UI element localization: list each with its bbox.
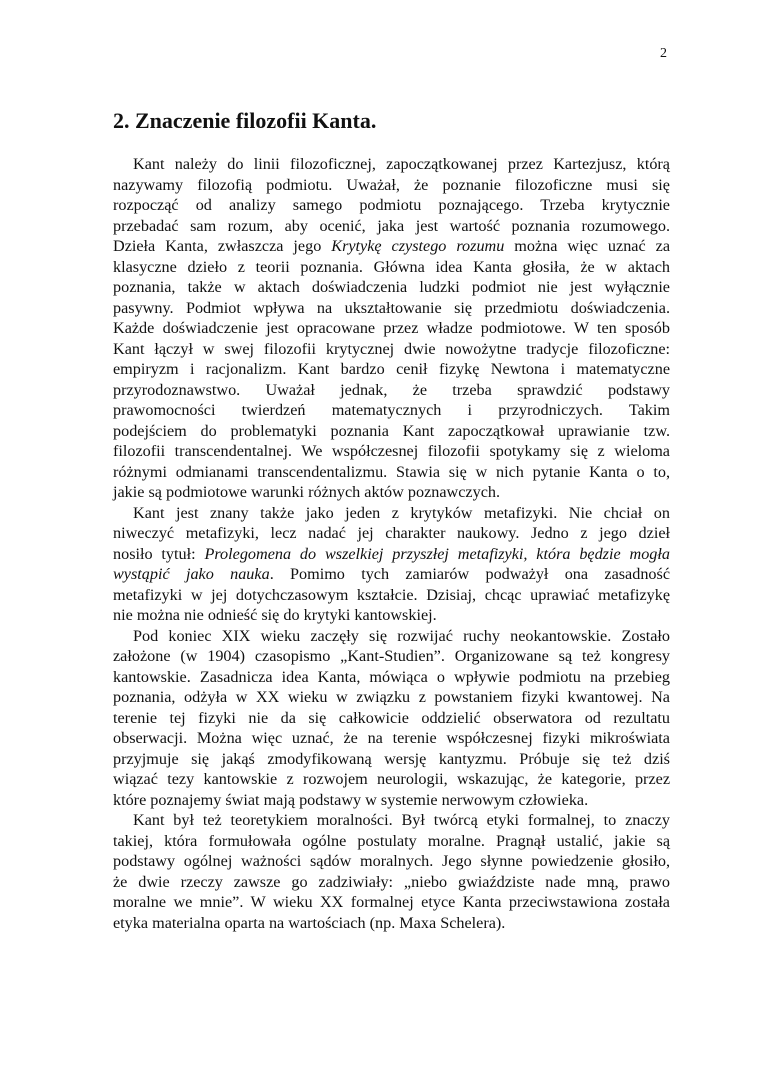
text-line xyxy=(113,318,670,339)
text-run: nazywamy filozofią podmiotu. Uważał, że poznanie filozoficzne musi się xyxy=(113,175,670,194)
text-run: niweczyć metafizyki, lecz nadać jej charakter naukowy. Jedno z jego dzieł xyxy=(113,524,670,542)
text-line xyxy=(113,667,670,688)
text-line xyxy=(113,851,670,872)
text-run: obserwacji. Można więc uznać, że na terenie współczesnej fizyki mikroświata xyxy=(113,729,670,747)
text-run: Kant jest znany także jako jeden z krytyków metafizyki. Nie chciał on xyxy=(133,503,670,522)
text-line xyxy=(113,380,670,401)
text-line xyxy=(113,359,670,380)
text-run: że dwie rzeczy zawsze go zadziwiały: „niebo gwiaździste nade mną, prawo xyxy=(113,872,670,891)
text-line xyxy=(113,646,670,667)
text-line xyxy=(113,913,670,934)
paragraph xyxy=(113,503,670,626)
paragraph xyxy=(113,154,670,503)
text-line xyxy=(113,298,670,319)
text-run: podejściem do problematyki poznania Kant zapoczątkował uprawianie tzw. xyxy=(113,421,670,440)
text-line xyxy=(113,339,670,360)
paragraph xyxy=(113,626,670,811)
text-line xyxy=(113,462,670,483)
text-line xyxy=(113,831,670,852)
text-run: pasywny. Podmiot wpływa na ukształtowanie się przedmiotu doświadczenia. xyxy=(113,298,670,317)
text-line xyxy=(113,544,670,565)
text-run: Kant należy do linii filozoficznej, zapoczątkowanej przez Kartezjusz, którą xyxy=(133,155,670,173)
page-number: 2 xyxy=(660,46,667,61)
text-line xyxy=(113,564,670,585)
text-run: wiązać tezy kantowskie z rozwojem neurologii, wskazując, że kategorie, przez xyxy=(113,770,670,788)
text-run: można więc uznać za xyxy=(504,237,671,255)
text-line xyxy=(113,708,670,729)
italic-title: Prolegomena do wszelkiej przyszłej metafizyki, która będzie mogła xyxy=(204,544,670,563)
text-line xyxy=(113,790,670,811)
text-run: kantowskie. Zasadnicza idea Kanta, mówiąca o wpływie podmiotu na przebieg xyxy=(113,667,670,686)
text-run: nosiło tytuł: xyxy=(113,544,205,563)
text-line xyxy=(113,216,670,237)
text-run: Każde doświadczenie jest opracowane przez władze podmiotowe. W ten sposób xyxy=(113,319,670,337)
text-line xyxy=(113,441,670,462)
text-run: takiej, która formułowała ogólne postulaty moralne. Pragnął ustalić, jakie są xyxy=(113,831,670,850)
text-line xyxy=(113,236,670,257)
text-run: Kant był też teoretykiem moralności. Był twórcą etyki formalnej, to znaczy xyxy=(133,811,670,829)
text-run: poznania, także w aktach doświadczenia ludzki podmiot nie jest wyłącznie xyxy=(113,278,670,296)
document-body xyxy=(113,154,670,933)
text-line xyxy=(113,626,670,647)
text-line xyxy=(113,892,670,913)
text-run: . Pomimo tych zamiarów podważył ona zasadność xyxy=(269,565,671,583)
italic-title: Krytykę czystego rozumu xyxy=(331,237,505,255)
text-line xyxy=(113,482,670,503)
text-run: jakie są podmiotowe warunki różnych aktów poznawczych. xyxy=(113,483,501,501)
italic-title: wystąpić jako nauka xyxy=(113,565,270,583)
text-run: filozofii transcendentalnej. We współczesnej filozofii spotykamy się z wieloma xyxy=(113,442,670,460)
text-line xyxy=(113,872,670,893)
section-title: 2. Znaczenie filozofii Kanta. xyxy=(113,108,377,133)
text-run: podstawy ogólnej ważności sądów moralnych. Jego słynne powiedzenie głosiło, xyxy=(113,852,670,870)
text-run: rozpocząć od analizy samego podmiotu poznającego. Trzeba krytycznie xyxy=(113,196,670,214)
text-line xyxy=(113,585,670,606)
text-run: poznania, odżyła w XX wieku w związku z powstaniem fizyki kwantowej. Na xyxy=(113,688,670,706)
text-run: terenie tej fizyki nie da się całkowicie oddzielić obserwatora od rezultatu xyxy=(113,708,670,727)
text-run: klasyczne dzieło z teorii poznania. Główna idea Kanta głosiła, że w aktach xyxy=(113,257,670,276)
text-run: nie można nie odnieść się do krytyki kantowskiej. xyxy=(113,606,437,624)
text-line xyxy=(113,277,670,298)
text-run: moralne we mnie”. W wieku XX formalnej etyce Kanta przeciwstawiona została xyxy=(113,893,670,911)
text-line xyxy=(113,175,670,196)
text-run: metafizyki w jej dotychczasowym kształcie. Dzisiaj, chcąc uprawiać metafizykę xyxy=(113,585,670,604)
text-line xyxy=(113,749,670,770)
text-line xyxy=(113,605,670,626)
text-line xyxy=(113,769,670,790)
text-run: Pod koniec XIX wieku zaczęły się rozwijać ruchy neokantowskie. Zostało xyxy=(133,626,670,645)
text-line xyxy=(113,421,670,442)
text-line xyxy=(113,810,670,831)
text-run: różnymi odmianami transcendentalizmu. Stawia się w nich pytanie Kanta o to, xyxy=(113,462,670,481)
text-run: przebadać sam rozum, aby ocenić, jaka jest wartość poznania rozumowego. xyxy=(113,216,670,235)
text-run: przyjmuje się jakąś zmodyfikowaną wersję kantyzmu. Próbuje się też dziś xyxy=(113,749,670,768)
text-run: etyka materialna oparta na wartościach (np. Maxa Schelera). xyxy=(113,913,506,932)
text-run: założone (w 1904) czasopismo „Kant-Studien”. Organizowane są też kongresy xyxy=(113,647,670,665)
text-line xyxy=(113,400,670,421)
text-run: przyrodoznawstwo. Uważał jednak, że trzeba sprawdzić podstawy xyxy=(113,380,670,399)
text-line xyxy=(113,195,670,216)
text-line xyxy=(113,523,670,544)
text-run: które poznajemy świat mają podstawy w systemie nerwowym człowieka. xyxy=(113,790,589,809)
text-run: Kant łączył w swej filozofii krytycznej dwie nowożytne tradycje filozoficzne: xyxy=(113,339,670,358)
text-line xyxy=(113,728,670,749)
text-run: prawomocności twierdzeń matematycznych i przyrodniczych. Takim xyxy=(113,401,670,419)
paragraph xyxy=(113,810,670,933)
text-run: empiryzm i racjonalizm. Kant bardzo cenił fizykę Newtona i matematyczne xyxy=(113,360,670,378)
text-line xyxy=(113,687,670,708)
text-line xyxy=(113,503,670,524)
text-run: Dzieła Kanta, zwłaszcza jego xyxy=(113,237,332,255)
text-line xyxy=(113,154,670,175)
text-line xyxy=(113,257,670,278)
